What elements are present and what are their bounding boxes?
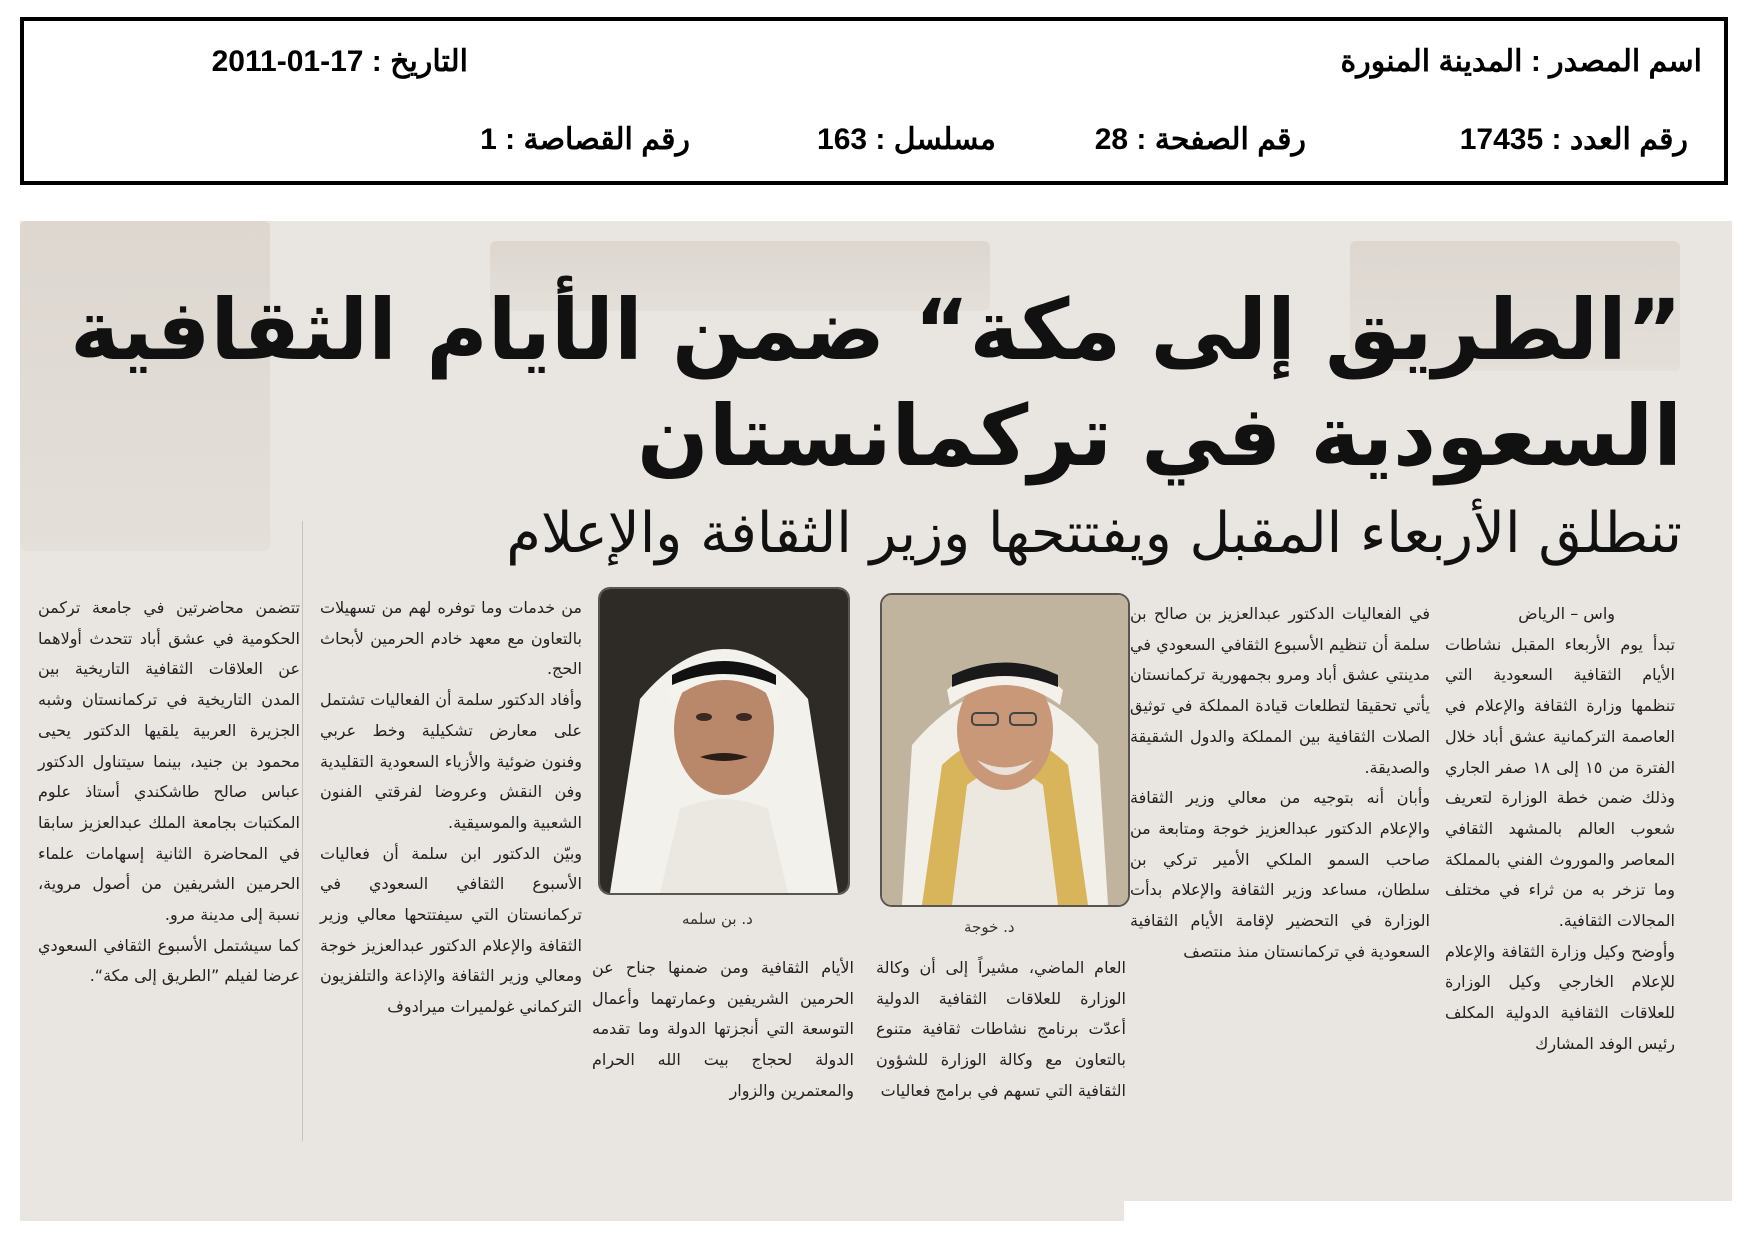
- photo-caption-bin-salama: د. بن سلمه: [682, 910, 753, 928]
- headline-line-1: ”الطريق إلى مكة“ ضمن الأيام الثقافية: [70, 281, 1682, 379]
- article-column-2: [1130, 599, 1430, 967]
- date-field: التاريخ : 17-01-2011: [211, 45, 468, 78]
- paragraph: وبيّن الدكتور ابن سلمة أن فعاليات الأسبوع الثقافي السعودي في تركمانستان التي سيفتتحها معالي وزير الثقافة والإعلام الدكتور عبدالعزيز خوجة ومعالي وزير الثقافة والإذاعة والتلفزيون التركماني غولميرات ميرادوف: [320, 843, 582, 1017]
- portrait-bin-salama-image: [600, 589, 848, 893]
- paragraph: من خدمات وما توفره لهم من تسهيلات بالتعاون مع معهد خادم الحرمين لأبحاث الحج.: [320, 598, 582, 679]
- column-rule: [302, 521, 303, 1141]
- paragraph: وأوضح وكيل وزارة الثقافة والإعلام للإعلام الخارجي وكيل الوزارة للعلاقات الثقافية الدولية المكلف رئيس الوفد المشارك: [1445, 941, 1675, 1053]
- clip-number: رقم القصاصة : 1: [480, 123, 690, 156]
- paragraph: وأبان أنه بتوجيه من معالي وزير الثقافة والإعلام الدكتور عبدالعزيز خوجة ومتابعة من صاحب السمو الملكي الأمير تركي بن سلطان، مساعد وزير الثقافة والإعلام بدأت الوزارة في التحضير لإقامة الأيام الثقافية السعودية في تركمانستان منذ منتصف: [1130, 788, 1430, 961]
- photo-khoja: [880, 593, 1130, 907]
- paragraph: الأيام الثقافية ومن ضمنها جناح عن الحرمين الشريفين وعمارتهما وأعمال التوسعة التي أنجزتها الدولة وما تقدمه الدولة لحجاج بيت الله الحرام والمعتمرين والزوار: [592, 958, 854, 1100]
- subheadline: تنطلق الأربعاء المقبل ويفتتحها وزير الثقافة والإعلام: [506, 501, 1682, 566]
- paragraph: تتضمن محاضرتين في جامعة تركمن الحكومية في عشق أباد تتحدث أولاهما عن العلاقات الثقافية التاريخية بين المدن التاريخية في تركمانستان وشبه الجزيرة العربية يلقيها الدكتور يحيى محمود بن جنيد، بينما سيتناول الدكتور عباس صالح طاشكندي أستاذ علوم المكتبات بجامعة الملك عبدالعزيز سابقا في المحاضرة الثانية إسهامات علماء الحرمين الشريفين من أصول مروية، نسبة إلى مدينة مرو.: [38, 598, 300, 925]
- paragraph: وأفاد الدكتور سلمة أن الفعاليات تشتمل على معارض تشكيلية وخط عربي وفنون ضوئية والأزياء السعودية التقليدية وفن النقش وعروضا لفرقتي الفنون الشعبية والموسيقية.: [320, 690, 582, 832]
- article-column-3: [876, 953, 1126, 1107]
- article-column-4: [592, 953, 854, 1107]
- paragraph: في الفعاليات الدكتور عبدالعزيز بن صالح بن سلمة أن تنظيم الأسبوع الثقافي السعودي في مدينتي عشق أباد ومرو بجمهورية تركمانستان يأتي تحقيقا لتطلعات قيادة المملكة في توثيق الصلات الثقافية بين المملكة والدول الشقيقة والصديقة.: [1130, 604, 1430, 777]
- portrait-khoja-image: [882, 595, 1128, 905]
- headline-line-2: السعودية في تركمانستان: [637, 387, 1682, 485]
- page-number: رقم الصفحة : 28: [1094, 123, 1306, 156]
- source-name: اسم المصدر : المدينة المنورة: [1340, 45, 1702, 78]
- photo-caption-khoja: د. خوجة: [964, 918, 1015, 936]
- bleed-through-image: [20, 221, 270, 551]
- article-column-1: [1445, 599, 1675, 1060]
- article-column-6: [38, 593, 300, 992]
- clipping-header: [20, 17, 1728, 185]
- article-column-5: [320, 593, 582, 1023]
- paragraph: تبدأ يوم الأربعاء المقبل نشاطات الأيام الثقافية السعودية التي تنظمها وزارة الثقافة والإعلام في العاصمة التركمانية عشق أباد خلال الفترة من ١٥ إلى ١٨ صفر الجاري وذلك ضمن خطة الوزارة لتعريف شعوب العالم بالمشهد الثقافي المعاصر والموروث الفني بالمملكة وما تزخر به من ثراء في مختلف المجالات الثقافية.: [1445, 634, 1676, 931]
- dateline: واس – الرياض: [1518, 604, 1615, 623]
- paragraph: العام الماضي، مشيراً إلى أن وكالة الوزارة للعلاقات الثقافية الدولية أعدّت برنامج نشاطات ثقافية متنوع بالتعاون مع وكالة الوزارة للشؤون الثقافية التي تسهم في برامج فعاليات: [876, 958, 1126, 1100]
- issue-number: رقم العدد : 17435: [1459, 123, 1688, 156]
- serial-number: مسلسل : 163: [817, 123, 996, 156]
- newspaper-clipping: [20, 221, 1732, 1221]
- clipping-edge: [1124, 1201, 1732, 1221]
- photo-bin-salama: [598, 587, 850, 895]
- paragraph: كما سيشتمل الأسبوع الثقافي السعودي عرضا لفيلم ”الطريق إلى مكة“.: [38, 935, 300, 986]
